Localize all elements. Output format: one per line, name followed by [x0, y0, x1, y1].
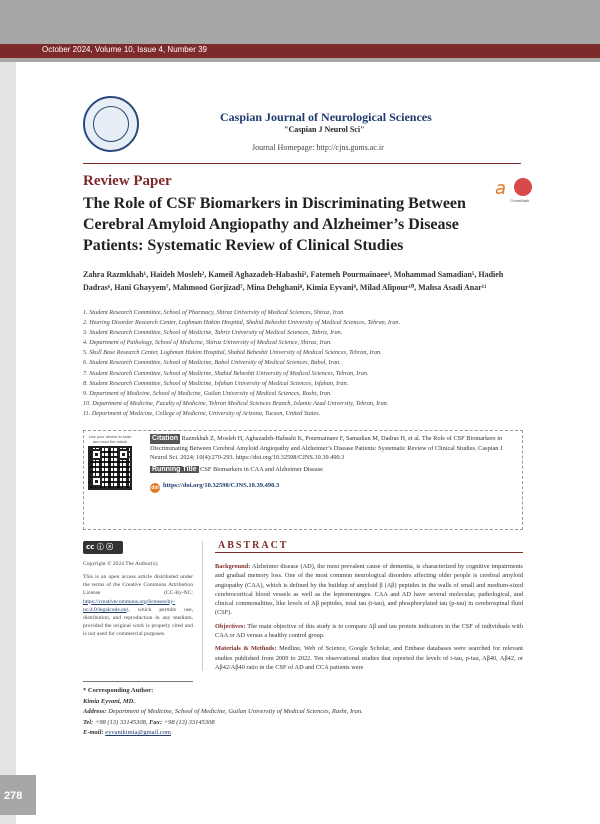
qr-finder	[118, 449, 129, 460]
affiliation: 2. Hearing Disorder Research Center, Loghman Hakim Hospital, Shahid Beheshti University of Medical Sciences, Tehran, Iran.	[83, 319, 401, 327]
page-number: 278	[4, 790, 23, 802]
license-text-before: This is an open access article distributed under the terms of the Creative Commons Attribution License (CC-By-NC:	[83, 574, 193, 597]
address-label: Address:	[83, 708, 107, 715]
corr-phone-line	[83, 718, 523, 729]
tel-value: +98 (13) 33145308,	[94, 718, 148, 726]
doi-icon: doi	[151, 485, 159, 491]
citation-text	[150, 434, 520, 463]
corr-heading: * Corresponding Author:	[83, 687, 154, 694]
journal-name: Caspian Journal of Neurological Sciences	[220, 110, 432, 124]
footnote-divider	[83, 681, 193, 682]
left-margin-band	[0, 62, 16, 824]
cc-badge-text: cc ⓘ ⓢ	[86, 543, 114, 551]
creative-commons-icon[interactable]	[83, 541, 123, 554]
corr-name: Kimia Eyvani, MD.	[83, 697, 136, 705]
abstract-background	[215, 562, 523, 618]
license-link[interactable]: https://creativecommons.org/licenses/by-nc/4.0/legalcode.en	[83, 598, 176, 613]
header-band	[0, 0, 600, 62]
citation-body: Razmkhah Z, Mosleh H, Aghazadeh-Habashi K, Pourmainaee F, Samadian M, Dadras H, et al. The Role of CSF Biomarkers in Discriminating Between Cerebral Amyloid Angiopathy and Alzheimer’s Disease Patients: Systematic Review of Clinical Studies. Caspian J Neurol Sci. 2024; 10(4):270-293. https://doi.org/10.32598/CJNS.10.39.490.3	[150, 435, 503, 461]
abstract-heading: ABSTRACT	[218, 540, 289, 551]
qr-finder	[91, 449, 102, 460]
journal-abbreviation: "Caspian J Neurol Sci"	[284, 125, 365, 134]
email-label: E-mail:	[83, 729, 104, 736]
column-divider	[202, 541, 203, 671]
affiliation: 8. Student Research Committee, School of Medicine, Isfahan University of Medical Sciences, Isfahan, Iran.	[83, 379, 349, 387]
open-access-icon: 𝘢	[495, 178, 507, 199]
background-label: Background:	[215, 563, 251, 570]
affiliation: 5. Skull Base Research Center, Loghman Hakim Hospital, Shahid Beheshti University of Medical Sciences, Tehran, Iran.	[83, 349, 382, 357]
affiliation-list	[83, 308, 523, 419]
affiliation: 7. Student Research Committee, School of Medicine, Shahid Beheshti University of Medical Sciences, Tehran, Iran.	[83, 369, 369, 377]
affiliation: 3. Student Research Committee, School of Medicine, Tabriz University of Medical Sciences, Tabriz, Iran.	[83, 329, 343, 337]
affiliation: 11. Department of Medicine, College of Medicine, University of Arizona, Tucson, United States.	[83, 409, 321, 417]
address-text: Department of Medicine, School of Medicine, Guilan University of Medical Sciences, Rasht, Iran.	[108, 708, 363, 715]
running-title	[150, 466, 520, 473]
header-divider	[83, 163, 521, 164]
affiliation: 1. Student Research Committee, School of Pharmacy, Shiraz University of Medical Sciences, Shiraz, Iran.	[83, 309, 345, 316]
article-title: The Role of CSF Biomarkers in Discriminating Between Cerebral Amyloid Angiopathy and Alzheimer’s Disease Patients: Systematic Review of Clinical Studies	[83, 195, 466, 254]
running-title-text: CSF Biomarkers in CAA and Alzheimer Disease	[200, 466, 323, 473]
doi-link[interactable]: https://doi.org/10.32598/CJNS.10.39.490.3	[163, 482, 280, 489]
journal-logo	[83, 96, 139, 152]
author-line: Dadras⁶, Hani Ghayyem⁷, Mahmood Gorjizad⁷, Mina Dehghani⁸, Kimia Eyvani⁹, Milad Alipour¹⁰, Mahsa Asadi Anar¹¹	[83, 283, 487, 292]
logo-seal-icon	[93, 106, 129, 142]
background-text: Alzheimer disease (AD), the most prevalent cause of dementia, is characterized by cognitive impairments and gradual memory loss. One of the most common neurological disorders affecting older people is cerebral amyloid angiopathy (CAA), which is defined by the buildup of amyloid β (Aβ) peptides in the walls of small and medium-sized cerebrocortical blood vessels as well as the leptomeninges. CAA and AD have several molecular, pathological, and clinical commonalities, like levels of Aβ peptides, total tau (t-tau), and phosphorylated tau (p-tau) in cerebrospinal fluid (CSF).	[215, 563, 523, 617]
affiliation: 10. Department of Medicine, Faculty of Medicine, Tehran Medical Sciences Branch, Islamic Azad University, Tehran, Iran.	[83, 399, 389, 407]
abstract-header	[215, 540, 523, 553]
journal-homepage[interactable]: Journal Homepage: http://cjns.gums.ac.ir	[252, 143, 384, 152]
running-title-tag: Running Title	[152, 466, 197, 473]
issue-strip	[0, 44, 600, 58]
crossmark-label: CrossMark	[510, 198, 530, 203]
fax-value: +98 (13) 33145308	[163, 718, 215, 726]
author-line: Zahra Razmkhah¹, Haideh Mosleh², Kameil Aghazadeh-Habashi³, Fatemeh Pourmainaee⁴, Mohammad Samadian⁵, Hadieh	[83, 270, 504, 279]
objectives-text: The main objective of this study is to compare Aβ and tau protein indicators in the CSF of individuals with CAA or AD versus a healthy control group.	[215, 622, 523, 640]
qr-finder	[91, 476, 102, 487]
fax-label: Fax:	[149, 718, 163, 726]
objectives-label: Objectives:	[215, 622, 246, 630]
article-type: Review Paper	[83, 173, 172, 189]
corr-email-line	[83, 728, 523, 739]
license-text-after: ), which permits use, distribution, and reproduction in any medium, provided the original work is properly cited and is not used for commercial purposes.	[83, 606, 193, 638]
affiliation: 4. Department of Pathology, School of Medicine, Shiraz University of Medical Science, Shiraz, Iran.	[83, 339, 332, 347]
issue-info: October 2024, Volume 10, Issue 4, Number 39	[42, 45, 207, 54]
methods-label: Materials & Methods:	[215, 645, 277, 653]
copyright: Copyright © 2024 The Author(s);	[83, 561, 159, 567]
affiliation: 9. Department of Medicine, School of Medicine, Guilan University of Medical Sciences, Rasht, Iran.	[83, 389, 332, 397]
methods-text: Medline, Web of Science, Google Scholar, and Embase databases were searched for relevant studies published from 2009 to 2022. Ten observational studies that reported the levels of t-tau, p-tau, Aβ40, Aβ42, or Aβ42/Aβ40 ratio in the CSF of AD and CCA patients were	[215, 645, 523, 671]
abstract-body	[215, 562, 523, 676]
author-list	[83, 268, 523, 294]
doi-line	[150, 482, 279, 493]
email-link[interactable]: eyvanikimia@gmail.com	[105, 729, 171, 736]
crossmark-icon[interactable]	[514, 178, 532, 196]
corresponding-author	[83, 686, 523, 739]
affiliation: 6. Student Research Committee, School of Medicine, Babol University of Medical Sciences, Babol, Iran.	[83, 359, 341, 367]
license-text	[83, 573, 193, 639]
abstract-methods	[215, 644, 523, 672]
qr-code-icon[interactable]	[88, 446, 132, 490]
tel-label: Tel:	[83, 718, 94, 726]
citation-tag: Citation	[152, 435, 179, 442]
qr-label: Use your device to scan and read the article	[88, 434, 132, 444]
abstract-objectives	[215, 622, 523, 641]
corr-address-line	[83, 707, 523, 718]
